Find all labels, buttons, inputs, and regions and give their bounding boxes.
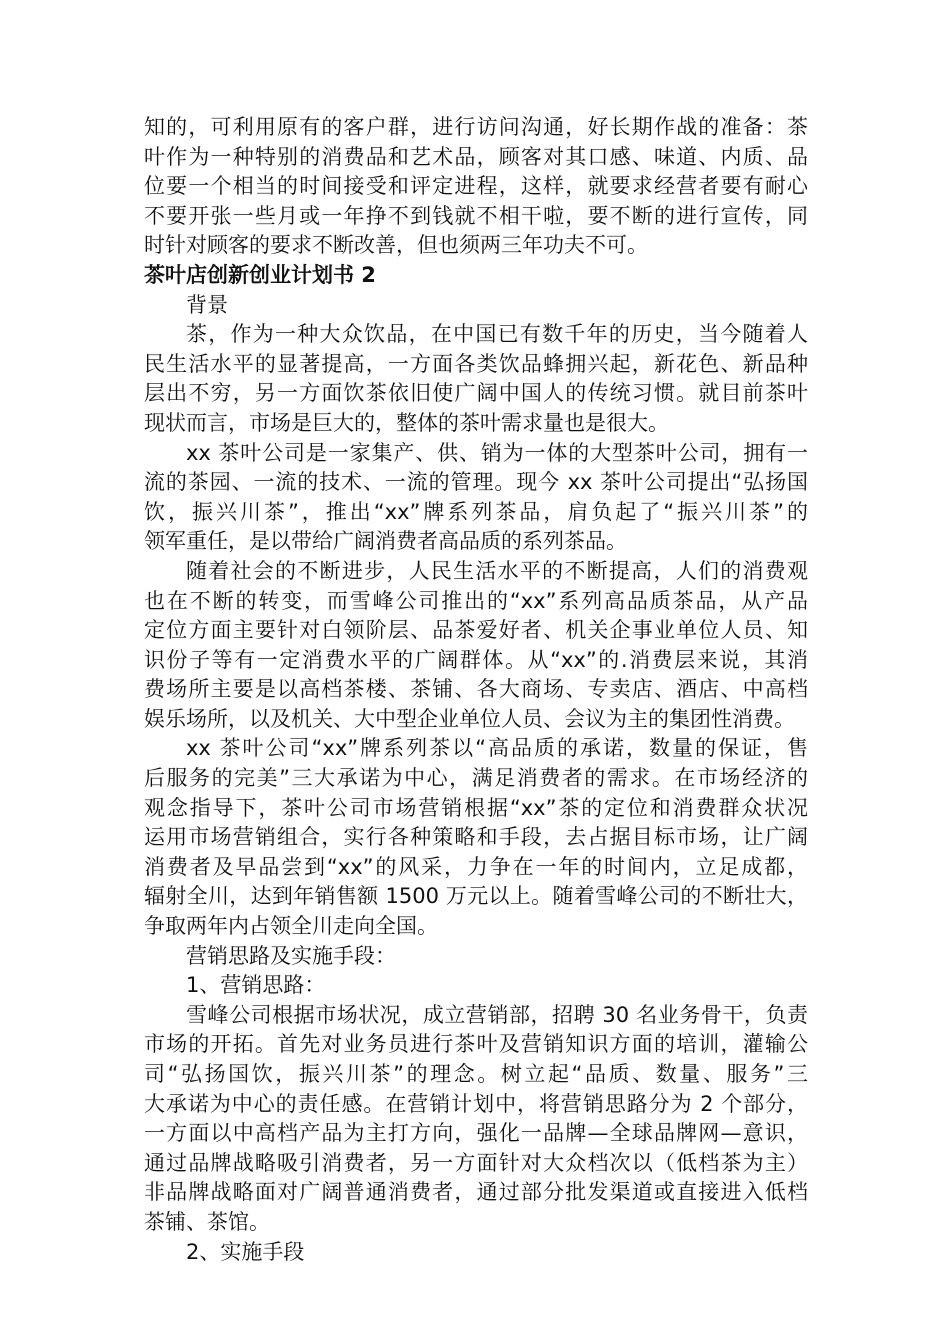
text-line: 雪峰公司根据市场状况，成立营销部，招聘 30 名业务骨干，负责 bbox=[186, 1002, 808, 1027]
text-line: 现状而言，市场是巨大的，整体的茶叶需求量也是很大。 bbox=[144, 410, 669, 435]
text-line: 营销思路及实施手段： bbox=[186, 943, 396, 968]
text-line: 费场所主要是以高档茶楼、茶铺、各大商场、专卖店、酒店、中高档 bbox=[144, 677, 808, 702]
text-line: 通过品牌战略吸引消费者，另一方面针对大众档次以（低档茶为主） bbox=[144, 1150, 808, 1175]
text-line: 市场的开拓。首先对业务员进行茶叶及营销知识方面的培训，灌输公 bbox=[144, 1032, 808, 1057]
text-line: 定位方面主要针对白领阶层、品茶爱好者、机关企事业单位人员、知 bbox=[144, 618, 808, 643]
text-line: 层出不穷，另一方面饮茶依旧使广阔中国人的传统习惯。就目前茶叶 bbox=[144, 381, 808, 406]
text-line: 也在不断的转变，而雪峰公司推出的“xx”系列高品质茶品，从产品 bbox=[144, 588, 808, 613]
text-line: 观念指导下，茶叶公司市场营销根据“xx”茶的定位和消费群众状况 bbox=[144, 795, 808, 820]
text-line: 识份子等有一定消费水平的广阔群体。从“xx”的.消费层来说，其消 bbox=[144, 647, 808, 672]
text-line: 消费者及早品尝到“xx”的风采，力争在一年的时间内，立足成都， bbox=[144, 854, 808, 879]
text-line: 一方面以中高档产品为主打方向，强化一品牌—全球品牌网—意识， bbox=[144, 1121, 808, 1146]
text-line: 流的茶园、一流的技术、一流的管理。现今 xx 茶叶公司提出“弘扬国 bbox=[144, 470, 808, 495]
document-body bbox=[144, 113, 808, 1267]
text-line: xx 茶叶公司“xx”牌系列茶以“高品质的承诺，数量的保证，售 bbox=[186, 736, 808, 761]
text-line: 大承诺为中心的责任感。在营销计划中，将营销思路分为 2 个部分， bbox=[144, 1091, 808, 1116]
text-line: 位要一个相当的时间接受和评定进程，这样，就要求经营者要有耐心 bbox=[144, 174, 808, 199]
text-line: 运用市场营销组合，实行各种策略和手段，去占据目标市场，让广阔 bbox=[144, 825, 808, 850]
text-line: 领军重任，是以带给广阔消费者高品质的系列茶品。 bbox=[144, 529, 627, 554]
text-line: 民生活水平的显著提高，一方面各类饮品蜂拥兴起，新花色、新品种 bbox=[144, 351, 808, 376]
text-line: 后服务的完美”三大承诺为中心，满足消费者的需求。在市场经济的 bbox=[144, 766, 808, 791]
text-line: 知的，可利用原有的客户群，进行访问沟通，好长期作战的准备：茶 bbox=[144, 115, 808, 139]
text-line: 茶，作为一种大众饮品，在中国已有数千年的历史，当今随着人 bbox=[186, 322, 808, 347]
text-line: 争取两年内占领全川走向全国。 bbox=[144, 914, 438, 939]
text-line: 2、实施手段 bbox=[186, 1239, 305, 1264]
section-heading: 茶叶店创新创业计划书 2 bbox=[144, 262, 376, 287]
text-line: 随着社会的不断进步，人民生活水平的不断提高，人们的消费观 bbox=[186, 558, 808, 583]
text-line: 背景 bbox=[186, 292, 228, 317]
text-line: 叶作为一种特别的消费品和艺术品，顾客对其口感、味道、内质、品 bbox=[144, 144, 808, 169]
text-line: 辐射全川，达到年销售额 1500 万元以上。随着雪峰公司的不断壮大， bbox=[144, 884, 808, 909]
text-line: 1、营销思路： bbox=[186, 973, 326, 998]
text-line: 非品牌战略面对广阔普通消费者，通过部分批发渠道或直接进入低档 bbox=[144, 1180, 808, 1205]
text-line: 司“弘扬国饮，振兴川茶”的理念。树立起“品质、数量、服务”三 bbox=[144, 1062, 808, 1086]
text-line: 饮，振兴川茶”，推出“xx”牌系列茶品，肩负起了“振兴川茶”的 bbox=[144, 499, 808, 524]
text-line: xx 茶叶公司是一家集产、供、销为一体的大型茶叶公司，拥有一 bbox=[186, 440, 808, 465]
text-line: 娱乐场所，以及机关、大中型企业单位人员、会议为主的集团性消费。 bbox=[144, 706, 795, 731]
text-line: 茶铺、茶馆。 bbox=[144, 1209, 270, 1234]
text-line: 时针对顾客的要求不断改善，但也须两三年功夫不可。 bbox=[144, 233, 648, 258]
text-line: 不要开张一些月或一年挣不到钱就不相干啦，要不断的进行宣传，同 bbox=[144, 203, 808, 228]
